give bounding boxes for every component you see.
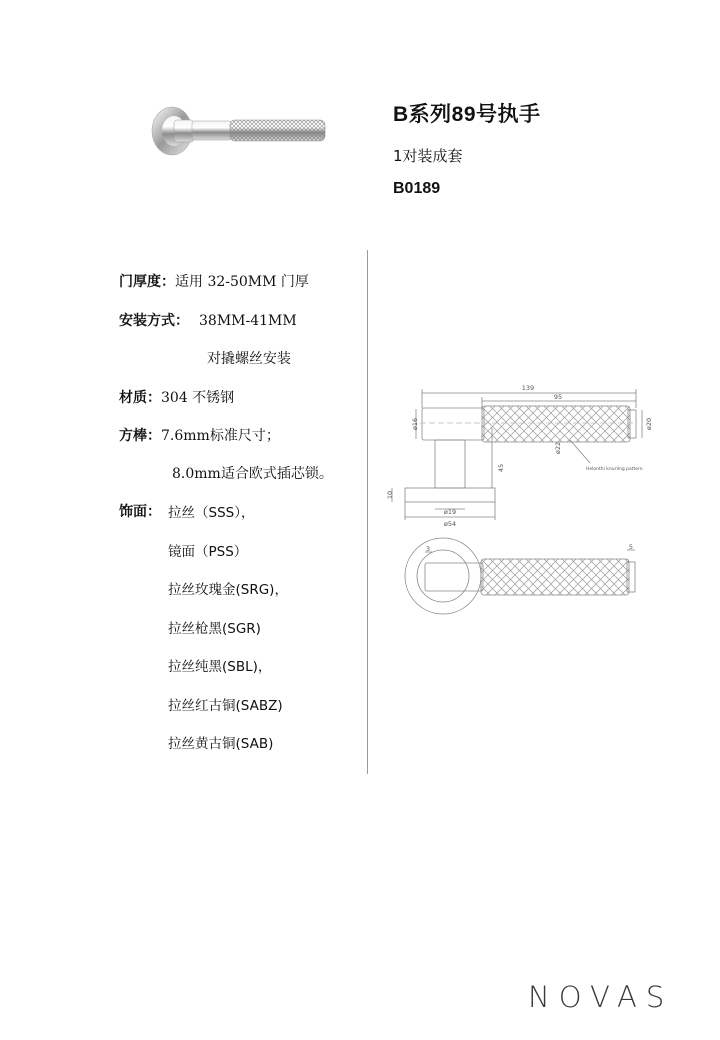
product-subtitle: 1对装成套 [393,147,463,165]
finish-item: 拉丝纯黑(SBL)， [168,659,272,675]
knurling-note: Helonthi knurling pattern [586,467,643,472]
dim-neck-dia: ø16 [411,417,419,431]
dim-stem-dia: ø19 [443,508,457,516]
dim-grip-length: 95 [553,393,563,401]
spec-value: 7.6mm标准尺寸； [161,428,280,444]
dim-height: 45 [497,463,505,473]
product-photo [150,98,330,158]
finish-item: 镜面（PSS） [168,544,248,560]
title-block [393,98,541,198]
spec-spindle-euro [172,463,333,483]
finish-item: 拉丝（SSS）， [168,505,255,521]
product-code: B0189 [393,180,441,197]
spec-label: 门厚度： [119,274,175,290]
dim-rose-edge: 3 [425,545,431,553]
spec-label: 饰面： [119,504,161,520]
spec-label: 材质： [119,390,161,406]
dim-end-dia: ø20 [645,417,653,431]
spec-installation-method [207,348,291,368]
spec-label: 方棒： [119,428,161,444]
spec-value: 对撬螺丝安装 [207,351,291,367]
spec-label: 安装方式： [119,313,189,329]
product-title: B系列89号执手 [393,103,541,126]
finish-item: 拉丝黄古铜(SAB) [168,736,274,752]
dim-total-length: 139 [521,384,535,392]
dim-end-cap: 5 [628,543,634,551]
finish-item: 拉丝枪黑(SGR) [168,621,261,637]
dim-rose-thickness: 10 [386,490,394,500]
technical-drawing [380,368,664,640]
finish-item: 拉丝玫瑰金(SRG)， [168,582,288,598]
spec-finish [119,501,161,521]
spec-value: 8.0mm适合欧式插芯锁。 [172,466,333,482]
spec-value: 38MM-41MM [199,313,297,329]
spec-value: 适用 32-50MM 门厚 [175,274,309,290]
spec-value: 304 不锈钢 [161,390,235,406]
spec-installation [119,310,297,330]
spec-door-thickness [119,271,309,291]
finish-item: 拉丝红古铜(SABZ) [168,698,283,714]
spec-spindle [119,425,280,445]
vertical-divider [367,250,368,774]
dim-rose-dia: ø54 [443,520,457,528]
spec-material [119,387,234,407]
brand-logo: NOVAS [528,980,674,1014]
dim-grip-dia: ø22 [554,441,562,455]
